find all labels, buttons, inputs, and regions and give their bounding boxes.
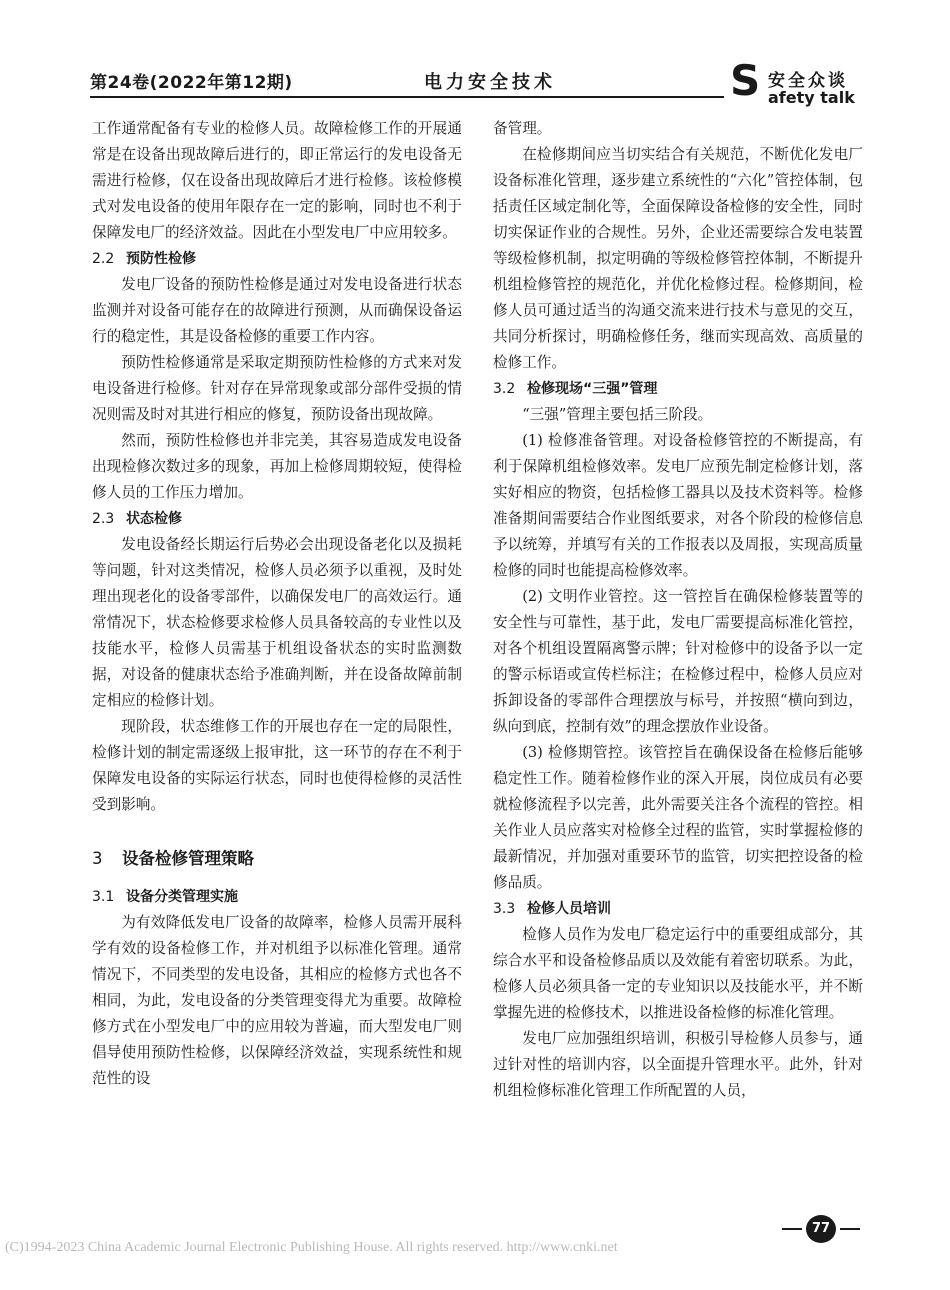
paragraph: 为有效降低发电厂设备的故障率，检修人员需开展科学有效的设备检修工作，并对机组予以标准化管理。通常情况下，不同类型的发电设备，其相应的检修方式也各不相同，为此，发电设备的分类管理变得尤为重要。故障检修方式在小型发电厂中的应用较为普遍，而大型发电厂则倡导使用预防性检修，以保障经济效益，实现系统性和规范性的设 bbox=[92, 914, 462, 1087]
issue-label: 第24卷(2022年第12期) bbox=[90, 73, 293, 93]
paragraph: 工作通常配备有专业的检修人员。故障检修工作的开展通常是在设备出现故障后进行的，即正常运行的发电设备无需进行检修，仅在设备出现故障后才进行检修。该检修模式对发电设备的使用年限存在一定的影响，同时也不利于保障发电厂的经济效益。因此在小型发电厂中应用较多。 bbox=[92, 120, 462, 241]
paragraph: “三强”管理主要包括三阶段。 bbox=[522, 406, 713, 423]
section-heading-3-1 bbox=[92, 884, 462, 910]
section-heading-2-2 bbox=[92, 246, 462, 272]
section-title: 检修人员培训 bbox=[527, 901, 611, 917]
column-name-cn: 安全众谈 bbox=[768, 71, 848, 91]
page-number bbox=[782, 1215, 860, 1243]
page-number-badge: 77 bbox=[806, 1215, 836, 1243]
section-heading-3-2 bbox=[493, 376, 863, 402]
section-number: 3 bbox=[92, 849, 103, 868]
section-title: 检修现场“三强”管理 bbox=[527, 381, 658, 397]
paragraph: 在检修期间应当切实结合有关规范，不断优化发电厂设备标准化管理，逐步建立系统性的“六化”管控体制，包括责任区域定制化等，全面保障设备检修的安全性，同时切实保证作业的合规性。另外，企业还需要综合发电装置等级检修机制，拟定明确的等级检修管控体制，不断提升机组检修管控的规范化，并优化检修过程。检修期间，检修人员可通过适当的沟通交流来进行技术与意见的交互，共同分析探讨，明确检修任务，继而实现高效、高质量的检修工作。 bbox=[493, 146, 863, 371]
left-column bbox=[92, 116, 462, 1092]
page-number-rule-left bbox=[782, 1228, 802, 1230]
page-number-rule-right bbox=[840, 1228, 860, 1230]
section-heading-3-3 bbox=[493, 896, 863, 922]
header-rule bbox=[90, 96, 724, 98]
section-number: 3.1 bbox=[92, 889, 115, 905]
section-title: 设备检修管理策略 bbox=[122, 849, 254, 868]
section-heading-3 bbox=[92, 844, 462, 874]
paragraph: 现阶段，状态维修工作的开展也存在一定的局限性，检修计划的制定需逐级上报审批，这一环节的存在不利于保障发电设备的实际运行状态，同时也使得检修的灵活性受到影响。 bbox=[92, 718, 462, 813]
paragraph: 发电厂应加强组织培训，积极引导检修人员参与，通过针对性的培训内容，以全面提升管理水平。此外，针对机组检修标准化管理工作所配置的人员， bbox=[493, 1030, 863, 1099]
right-column bbox=[493, 116, 863, 1104]
section-number: 3.3 bbox=[493, 901, 516, 917]
section-number: 2.2 bbox=[92, 251, 115, 267]
paragraph: 备管理。 bbox=[493, 120, 552, 137]
list-item: (1) 检修准备管理。对设备检修管控的不断提高，有利于保障机组检修效率。发电厂应预先制定检修计划，落实好相应的物资，包括检修工器具以及技术资料等。检修准备期间需要结合作业图纸要求，对各个阶段的检修信息予以统筹，并填写有关的工作报表以及周报，实现高质量检修的同时也能提高检修效率。 bbox=[493, 432, 863, 579]
journal-title: 电力安全技术 bbox=[424, 72, 556, 93]
section-number: 2.3 bbox=[92, 511, 115, 527]
running-header bbox=[90, 56, 860, 108]
paragraph: 预防性检修通常是采取定期预防性检修的方式来对发电设备进行检修。针对存在异常现象或部分部件受损的情况则需及时对其进行相应的修复，预防设备出现故障。 bbox=[92, 354, 462, 423]
paragraph: 发电设备经长期运行后势必会出现设备老化以及损耗等问题，针对这类情况，检修人员必须予以重视，及时处理出现老化的设备零部件，以确保发电厂的高效运行。通常情况下，状态检修要求检修人员具备较高的专业性以及技能水平，检修人员需基于机组设备状态的实时监测数据，对设备的健康状态给予准确判断，并在设备故障前制定相应的检修计划。 bbox=[92, 536, 462, 709]
list-item: (2) 文明作业管控。这一管控旨在确保检修装置等的安全性与可靠性，基于此，发电厂需要提高标准化管控，对各个机组设置隔离警示牌；针对检修中的设备予以一定的警示标语或宣传栏标注；在检修过程中，检修人员应对拆卸设备的零部件合理摆放与标号，并按照“横向到边，纵向到底，控制有效”的理念摆放作业设备。 bbox=[493, 588, 863, 735]
section-title: 预防性检修 bbox=[126, 251, 196, 267]
list-item: (3) 检修期管控。该管控旨在确保设备在检修后能够稳定性工作。随着检修作业的深入开展，岗位成员有必要就检修流程予以完善，此外需要关注各个流程的管控。相关作业人员应落实对检修全过程的监管，实时掌握检修的最新情况，并加强对重要环节的监管，切实把控设备的检修品质。 bbox=[493, 744, 863, 891]
paragraph: 发电厂设备的预防性检修是通过对发电设备进行状态监测并对设备可能存在的故障进行预测，从而确保设备运行的稳定性，其是设备检修的重要工作内容。 bbox=[92, 276, 462, 345]
column-name-en: afety talk bbox=[768, 88, 855, 107]
paragraph: 检修人员作为发电厂稳定运行中的重要组成部分，其综合水平和设备检修品质以及效能有着密切联系。为此，检修人员必须具备一定的专业知识以及技能水平，并不断掌握先进的检修技术，以推进设备检修的标准化管理。 bbox=[493, 926, 863, 1021]
section-title: 状态检修 bbox=[126, 511, 182, 527]
paragraph: 然而，预防性检修也并非完美，其容易造成发电设备出现检修次数过多的现象，再加上检修周期较短，使得检修人员的工作压力增加。 bbox=[92, 432, 462, 501]
section-heading-2-3 bbox=[92, 506, 462, 532]
section-number: 3.2 bbox=[493, 381, 516, 397]
safety-talk-logo-letter: S bbox=[730, 56, 761, 105]
section-title: 设备分类管理实施 bbox=[126, 889, 238, 905]
copyright-watermark: (C)1994-2023 China Academic Journal Electronic Publishing House. All rights reserved. http://www.cnki.net bbox=[5, 1240, 618, 1255]
